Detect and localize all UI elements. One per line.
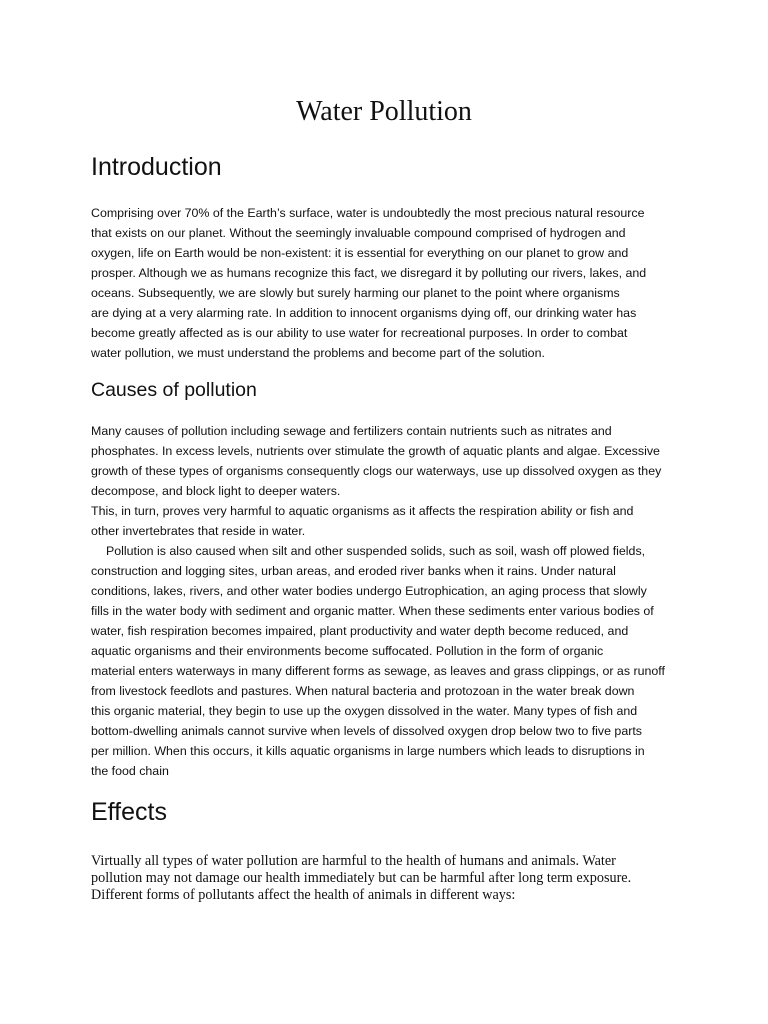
paragraph-line: water, fish respiration becomes impaired, plant productivity and water depth become reduced, and [91, 624, 629, 638]
paragraph-line: conditions, lakes, rivers, and other water bodies undergo Eutrophication, an aging process that slowly [91, 584, 647, 598]
paragraph-line: become greatly affected as is our ability to use water for recreational purposes. In order to combat [91, 326, 628, 340]
paragraph-line: aquatic organisms and their environments become suffocated. Pollution in the form of organic [91, 644, 604, 658]
paragraph-line: that exists on our planet. Without the seemingly invaluable compound comprised of hydrogen and [91, 226, 626, 240]
paragraph-line: other invertebrates that reside in water. [91, 524, 306, 538]
paragraph-line: Many causes of pollution including sewage and fertilizers contain nutrients such as nitrates and [91, 424, 612, 438]
paragraph-line: this organic material, they begin to use up the oxygen dissolved in the water. Many types of fish and [91, 704, 638, 718]
paragraph-line: Virtually all types of water pollution are harmful to the health of humans and animals. Water [91, 853, 616, 869]
paragraph-line: phosphates. In excess levels, nutrients over stimulate the growth of aquatic plants and algae. Excessive [91, 444, 660, 458]
paragraph-line: pollution may not damage our health immediately but can be harmful after long term exposure. [91, 870, 632, 886]
paragraph-line: Different forms of pollutants affect the health of animals in different ways: [91, 887, 516, 903]
paragraph-line: Comprising over 70% of the Earth’s surface, water is undoubtedly the most precious natural resource [91, 206, 645, 220]
paragraph-line: per million. When this occurs, it kills aquatic organisms in large numbers which leads to disruptions in [91, 744, 645, 758]
paragraph-line: oxygen, life on Earth would be non-existent: it is essential for everything on our planet to grow and [91, 246, 629, 260]
document-title: Water Pollution [296, 96, 472, 127]
paragraph-line: decompose, and block light to deeper waters. [91, 484, 341, 498]
paragraph-line: growth of these types of organisms consequently clogs our waterways, use up dissolved oxygen as they [91, 464, 662, 478]
paragraph-line: from livestock feedlots and pastures. When natural bacteria and protozoan in the water break down [91, 684, 635, 698]
paragraph-line: construction and logging sites, urban areas, and eroded river banks when it rains. Under natural [91, 564, 616, 578]
paragraph-line: the food chain [91, 764, 169, 778]
paragraph-line: are dying at a very alarming rate. In addition to innocent organisms dying off, our drinking water has [91, 306, 637, 320]
paragraph-line: Pollution is also caused when silt and other suspended solids, such as soil, wash off plowed fields, [106, 544, 646, 558]
paragraph-line: water pollution, we must understand the problems and become part of the solution. [91, 346, 545, 360]
section-heading-introduction: Introduction [91, 153, 222, 181]
paragraph-line: fills in the water body with sediment and organic matter. When these sediments enter various bodies of [91, 604, 654, 618]
section-heading-causes: Causes of pollution [91, 379, 257, 401]
paragraph-line: This, in turn, proves very harmful to aquatic organisms as it affects the respiration ability or fish and [91, 504, 634, 518]
paragraph-line: prosper. Although we as humans recognize this fact, we disregard it by polluting our rivers, lakes, and [91, 266, 647, 280]
paragraph-line: material enters waterways in many different forms as sewage, as leaves and grass clippings, or as runoff [91, 664, 665, 678]
section-heading-effects: Effects [91, 798, 167, 826]
paragraph-line: bottom-dwelling animals cannot survive when levels of dissolved oxygen drop below two to five parts [91, 724, 642, 738]
paragraph-line: oceans. Subsequently, we are slowly but surely harming our planet to the point where organisms [91, 286, 620, 300]
